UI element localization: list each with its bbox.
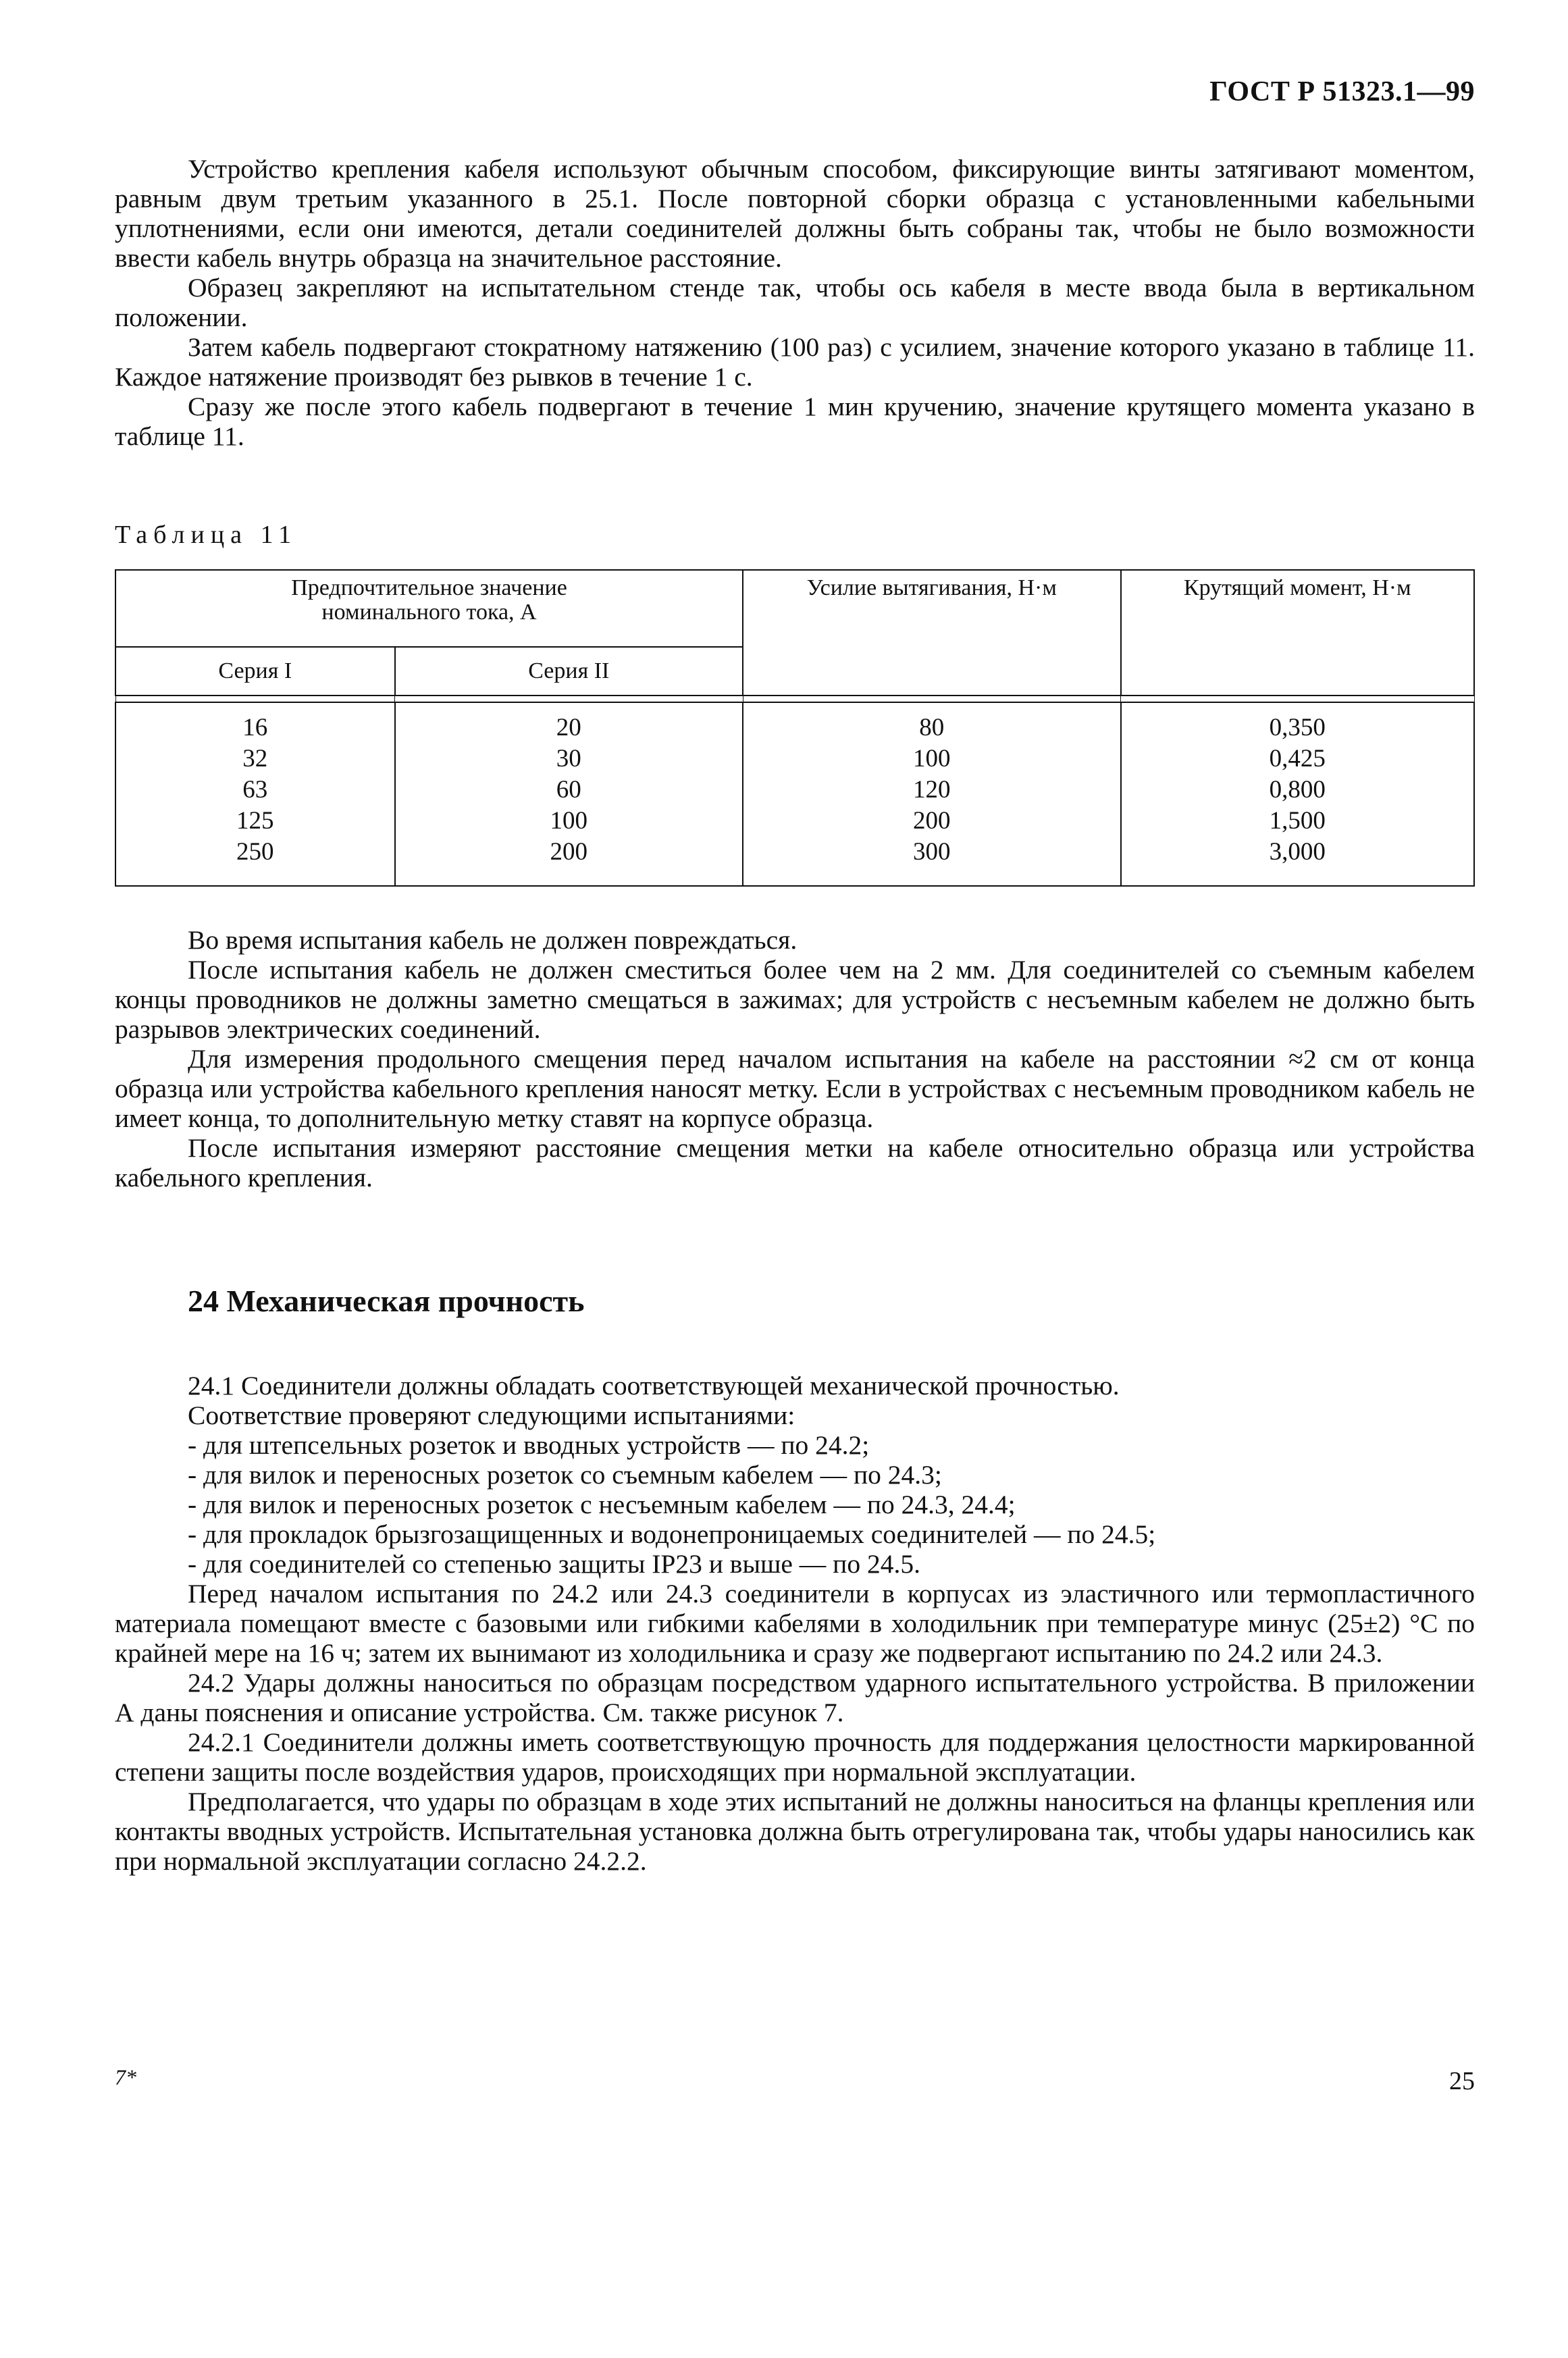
table-cell: 100 (913, 745, 951, 772)
header-series-2: Серия II (395, 647, 743, 696)
list-item: - для вилок и переносных розеток с несъемным кабелем — по 24.3, 24.4; (188, 1490, 1016, 1519)
table-cell: 3,000 (1269, 838, 1326, 866)
table-cell: 1,500 (1269, 807, 1326, 835)
header-series-1: Серия I (115, 647, 395, 696)
table-cell: 125 (236, 807, 274, 835)
after-table-paragraphs (115, 925, 1475, 1193)
header-preferred-current-line2: номинального тока, А (321, 600, 537, 625)
paragraph-sample-mount: Образец закрепляют на испытательном стенде так, чтобы ось кабеля в месте ввода была в вертикальном положении. (115, 273, 1475, 332)
column-series-2 (395, 702, 743, 886)
header-pull-force: Усилие вытягивания, Н·м (743, 570, 1120, 696)
page-number: 25 (1449, 2067, 1475, 2095)
table-cell: 0,425 (1269, 745, 1326, 772)
section-heading: 24 Механическая прочность (188, 1284, 585, 1318)
paragraph-24-2: 24.2 Удары должны наноситься по образцам посредством ударного испытательного устройства. В приложении А даны пояснения и описание устройства. См. также рисунок 7. (115, 1668, 1475, 1727)
footer-signature-mark: 7* (115, 2065, 136, 2089)
table-cell: 0,350 (1269, 714, 1326, 741)
column-torque (1121, 702, 1475, 886)
paragraph-measurement: Для измерения продольного смещения перед началом испытания на кабеле на расстоянии ≈2 см от конца образца или устройства кабельного крепления наносят метку. Если в устройствах с несъемным проводником кабель не имеет конца, то дополнительную метку ставят на корпусе образца. (115, 1044, 1475, 1133)
table-11 (115, 569, 1475, 887)
table-cell: 16 (242, 714, 268, 741)
paragraph-torque-test: Сразу же после этого кабель подвергают в течение 1 мин кручению, значение крутящего момента указано в таблице 11. (115, 392, 1475, 451)
table-cell: 100 (550, 807, 588, 835)
table-cell: 63 (242, 776, 268, 804)
paragraph-impact-assumption: Предполагается, что удары по образцам в ходе этих испытаний не должны наноситься на фланцы крепления или контакты вводных устройств. Испытательная установка должна быть отрегулирована так, чтобы удары наносились как при нормальной эксплуатации согласно 24.2.2. (115, 1787, 1475, 1876)
table-cell: 30 (556, 745, 581, 772)
table-cell: 0,800 (1269, 776, 1326, 804)
list-item: - для прокладок брызгозащищенных и водонепроницаемых соединителей — по 24.5; (188, 1519, 1156, 1549)
table-cell: 300 (913, 838, 951, 866)
table-cell: 200 (913, 807, 951, 835)
paragraph-pull-test: Затем кабель подвергают стократному натяжению (100 раз) с усилием, значение которого указано в таблице 11. Каждое натяжение производят без рывков в течение 1 с. (115, 332, 1475, 392)
paragraph-cable-fixing: Устройство крепления кабеля используют обычным способом, фиксирующие винты затягивают моментом, равным двум третьим указанного в 25.1. После повторной сборки образца с установленными кабельными уплотнениями, если они имеются, детали соединителей должны быть собраны так, чтобы не было возможности ввести кабель внутрь образца на значительное расстояние. (115, 154, 1475, 273)
header-torque: Крутящий момент, Н·м (1121, 570, 1475, 696)
column-series-1 (115, 702, 395, 886)
table-cell: 32 (242, 745, 268, 772)
list-item: - для вилок и переносных розеток со съемным кабелем — по 24.3; (188, 1460, 942, 1490)
table-cell: 80 (919, 714, 945, 741)
table-cell: 250 (236, 838, 274, 866)
table-cell: 60 (556, 776, 581, 804)
header-preferred-current (115, 570, 743, 647)
table-caption: Таблица 11 (115, 521, 298, 549)
list-item: - для соединителей со степенью защиты IP23 и выше — по 24.5. (188, 1549, 920, 1579)
paragraph-24-1: 24.1 Соединители должны обладать соответствующей механической прочностью. (188, 1371, 1120, 1400)
section-body (115, 1371, 1475, 1876)
list-item: - для штепсельных розеток и вводных устройств — по 24.2; (188, 1430, 870, 1460)
header-preferred-current-line1: Предпочтительное значение (291, 575, 567, 600)
top-paragraphs (115, 154, 1475, 451)
paragraph-compliance: Соответствие проверяют следующими испытаниями: (188, 1400, 795, 1430)
document-header: ГОСТ Р 51323.1—99 (1209, 76, 1475, 107)
table-cell: 20 (556, 714, 581, 741)
paragraph-cold-conditioning: Перед началом испытания по 24.2 или 24.3 соединители в корпусах из эластичного или термопластичного материала помещают вместе с базовыми или гибкими кабелями в холодильник при температуре минус (25±2) °С по крайней мере на 16 ч; затем их вынимают из холодильника и сразу же подвергают испытанию по 24.2 или 24.3. (115, 1579, 1475, 1668)
paragraph-after-test: После испытания измеряют расстояние смещения метки на кабеле относительно образца или устройства кабельного крепления. (115, 1133, 1475, 1193)
table-cell: 120 (913, 776, 951, 804)
column-pull-force (743, 702, 1120, 886)
paragraph-24-2-1: 24.2.1 Соединители должны иметь соответствующую прочность для поддержания целостности маркированной степени защиты после воздействия ударов, происходящих при нормальной эксплуатации. (115, 1727, 1475, 1787)
paragraph-displacement: После испытания кабель не должен сместиться более чем на 2 мм. Для соединителей со съемным кабелем концы проводников не должны заметно смещаться в зажимах; для устройств с несъемным кабелем не должно быть разрывов электрических соединений. (115, 955, 1475, 1044)
paragraph-no-damage: Во время испытания кабель не должен повреждаться. (188, 925, 798, 955)
table-cell: 200 (550, 838, 588, 866)
